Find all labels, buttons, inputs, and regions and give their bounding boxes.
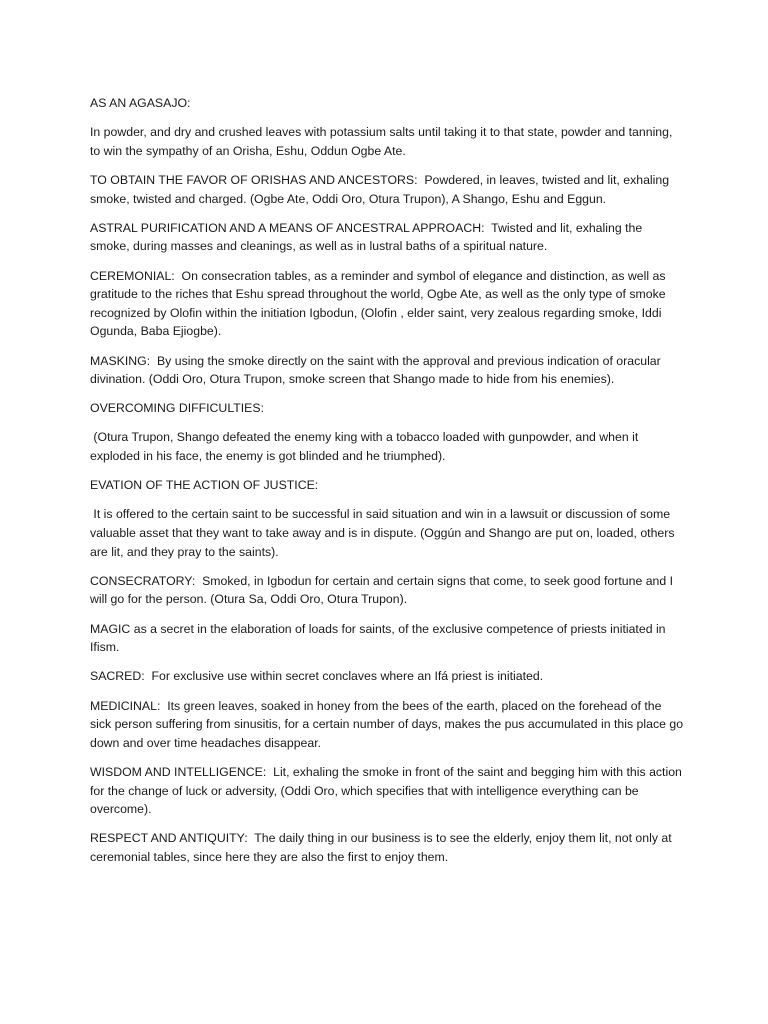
paragraph-difficulties: (Otura Trupon, Shango defeated the enemy king with a tobacco loaded with gunpowder, and when it exploded in his face, the enemy is got blinded and he triumphed). (90, 430, 642, 464)
paragraph-masking: MASKING: By using the smoke directly on the saint with the approval and previous indication of oracular divination. (Oddi Oro, Otura Trupon, smoke screen that Shango made to hide from his enemies). (90, 353, 665, 387)
paragraph-consecratory: CONSECRATORY: Smoked, in Igbodun for certain and certain signs that come, to seek good fortune and I will go for the person. (Otura Sa, Oddi Oro, Otura Trupon). (90, 573, 677, 607)
paragraph-sacred: SACRED: For exclusive use within secret conclaves where an Ifá priest is initiated. (90, 669, 544, 684)
heading-agasajo: AS AN AGASAJO: (90, 96, 191, 110)
paragraph-wisdom: WISDOM AND INTELLIGENCE: Lit, exhaling the smoke in front of the saint and begging him with this action for the change of luck or adversity, (Oddi Oro, which specifies that with intelligence everything can be overcome). (90, 764, 686, 817)
heading-evation: EVATION OF THE ACTION OF JUSTICE: (90, 478, 319, 493)
paragraph-respect: RESPECT AND ANTIQUITY: The daily thing in our business is to see the elderly, enjoy them lit, not only at ceremonial tables, since here they are also the first to enjoy them. (90, 831, 676, 864)
paragraph-favor: TO OBTAIN THE FAVOR OF ORISHAS AND ANCESTORS: Powdered, in leaves, twisted and lit, exhaling smoke, twisted and charged. (Ogbe Ate, Oddi Oro, Otura Trupon), A Shango, Eshu and Eggun. (90, 172, 673, 206)
paragraph-magic: MAGIC as a secret in the elaboration of loads for saints, of the exclusive competence of priests initiated in Ifism. (90, 621, 669, 655)
paragraph-evation: It is offered to the certain saint to be successful in said situation and win in a lawsuit or discussion of some valuable asset that they want to take away and is in dispute. (Oggún and Shango are put on, loaded, others are lit, and they pray to the saints). (90, 507, 678, 559)
heading-difficulties: OVERCOMING DIFFICULTIES: (90, 401, 264, 416)
paragraph-purification: ASTRAL PURIFICATION AND A MEANS OF ANCESTRAL APPROACH: Twisted and lit, exhaling the smoke, during masses and cleanings, as well as in lustral baths of a spiritual nature. (90, 220, 646, 254)
paragraph-agasajo: In powder, and dry and crushed leaves with potassium salts until taking it to that state, powder and tanning, to win the sympathy of an Orisha, Eshu, Oddun Ogbe Ate. (90, 125, 676, 158)
document-body (90, 94, 685, 877)
paragraph-ceremonial: CEREMONIAL: On consecration tables, as a reminder and symbol of elegance and distinction, as well as gratitude to the riches that Eshu spread throughout the world, Ogbe Ate, as well as the only type of smoke recognized by Olofin within the initiation Igbodun, (Olofin , elder saint, very zealous regarding smoke, Iddi Ogunda, Baba Ejiogbe). (90, 268, 669, 339)
paragraph-medicinal: MEDICINAL: Its green leaves, soaked in honey from the bees of the earth, placed on the forehead of the sick person suffering from sinusitis, for a certain number of days, makes the pus accumulated in this place go down and over time headaches disappear. (90, 698, 687, 750)
